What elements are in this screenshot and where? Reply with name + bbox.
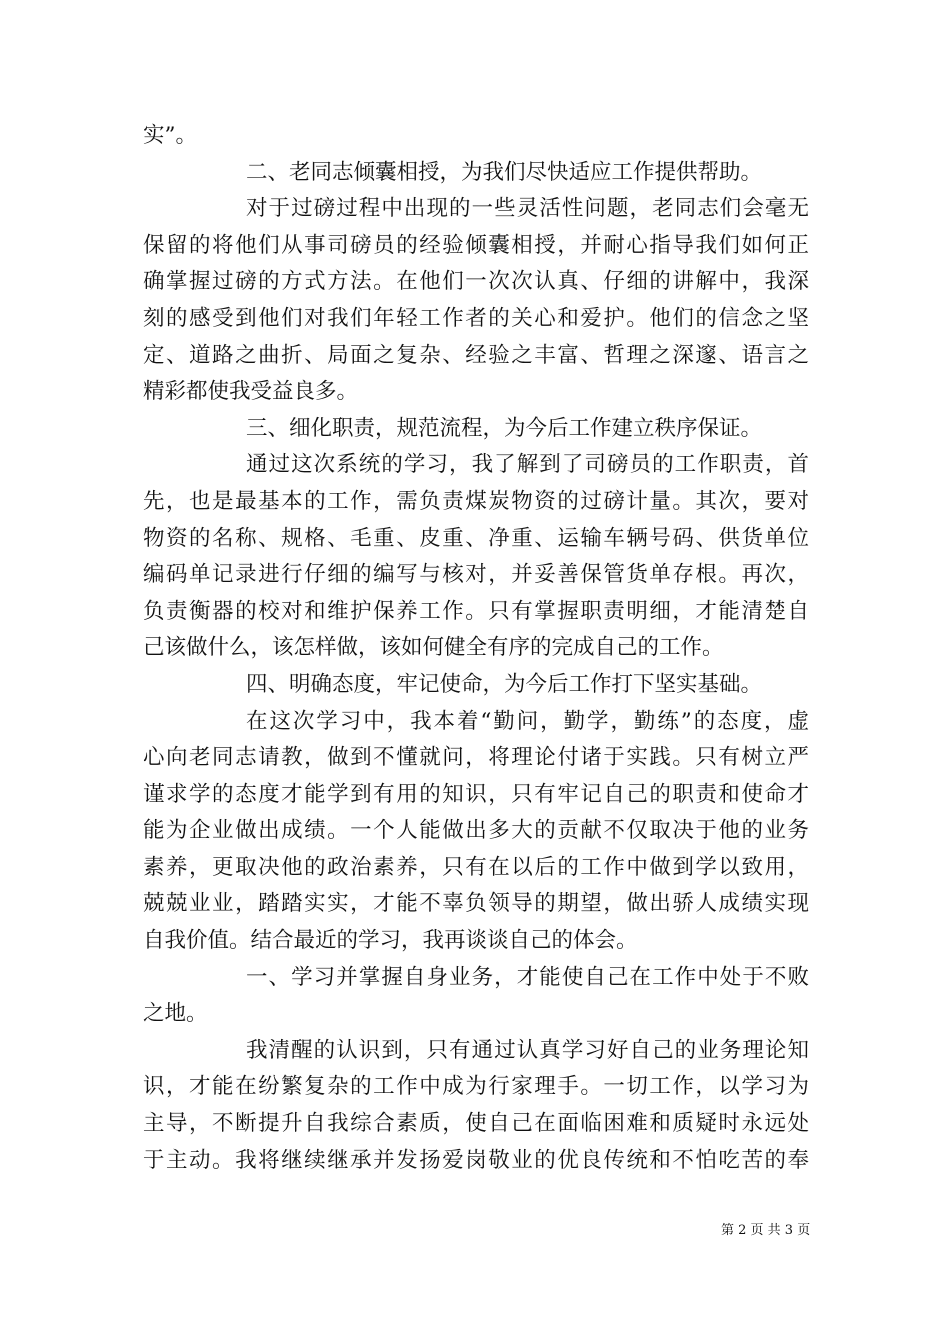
text-line: 主导，不断提升自我综合素质，使自己在面临困难和质疑时永远处 xyxy=(143,1111,809,1137)
text-line: 素养，更取决他的政治素养，只有在以后的工作中做到学以致用， xyxy=(143,854,809,880)
text-line: 在这次学习中，我本着“勤问，勤学，勤练”的态度，虚 xyxy=(246,708,809,734)
text-line: 己该做什么，该怎样做，该如何健全有序的完成自己的工作。 xyxy=(143,635,724,661)
section-heading: 二、老同志倾囊相授，为我们尽快适应工作提供帮助。 xyxy=(246,159,763,185)
text-line: 心向老同志请教，做到不懂就问，将理论付诸于实践。只有树立严 xyxy=(143,745,809,771)
text-line: 保留的将他们从事司磅员的经验倾囊相授，并耐心指导我们如何正 xyxy=(143,232,809,258)
text-line: 识，才能在纷繁复杂的工作中成为行家理手。一切工作，以学习为 xyxy=(143,1074,809,1100)
text-line: 负责衡器的校对和维护保养工作。只有掌握职责明细，才能清楚自 xyxy=(143,598,809,624)
text-line: 我清醒的认识到，只有通过认真学习好自己的业务理论知 xyxy=(246,1037,809,1063)
text-line: 编码单记录进行仔细的编写与核对，并妥善保管货单存根。再次， xyxy=(143,562,809,588)
document-body xyxy=(143,118,809,1179)
text-line: 通过这次系统的学习，我了解到了司磅员的工作职责，首 xyxy=(246,452,809,478)
text-line: 实”。 xyxy=(143,123,197,148)
text-line: 兢兢业业，踏踏实实，才能不辜负领导的期望，做出骄人成绩实现 xyxy=(143,891,809,917)
text-line: 谨求学的态度才能学到有用的知识，只有牢记自己的职责和使命才 xyxy=(143,781,809,807)
text-line: 于主动。我将继续继承并发扬爱岗敬业的优良传统和不怕吃苦的奉 xyxy=(143,1147,809,1173)
text-line: 精彩都使我受益良多。 xyxy=(143,379,359,405)
section-heading: 一、学习并掌握自身业务，才能使自己在工作中处于不败 xyxy=(246,964,809,990)
text-line: 先，也是最基本的工作，需负责煤炭物资的过磅计量。其次，要对 xyxy=(143,488,809,514)
text-line: 确掌握过磅的方式方法。在他们一次次认真、仔细的讲解中，我深 xyxy=(143,269,809,295)
text-line: 定、道路之曲折、局面之复杂、经验之丰富、哲理之深邃、语言之 xyxy=(143,342,809,368)
page-number-footer: 第 2 页 共 3 页 xyxy=(721,1223,811,1238)
text-line: 之地。 xyxy=(143,1001,208,1027)
text-line: 对于过磅过程中出现的一些灵活性问题，老同志们会毫无 xyxy=(246,196,809,222)
text-line: 刻的感受到他们对我们年轻工作者的关心和爱护。他们的信念之坚 xyxy=(143,305,809,331)
section-heading: 三、细化职责，规范流程，为今后工作建立秩序保证。 xyxy=(246,415,763,441)
text-line: 物资的名称、规格、毛重、皮重、净重、运输车辆号码、供货单位 xyxy=(143,525,809,551)
text-line: 能为企业做出成绩。一个人能做出多大的贡献不仅取决于他的业务 xyxy=(143,818,809,844)
text-line: 自我价值。结合最近的学习，我再谈谈自己的体会。 xyxy=(143,928,638,954)
section-heading: 四、明确态度，牢记使命，为今后工作打下坚实基础。 xyxy=(246,671,763,697)
